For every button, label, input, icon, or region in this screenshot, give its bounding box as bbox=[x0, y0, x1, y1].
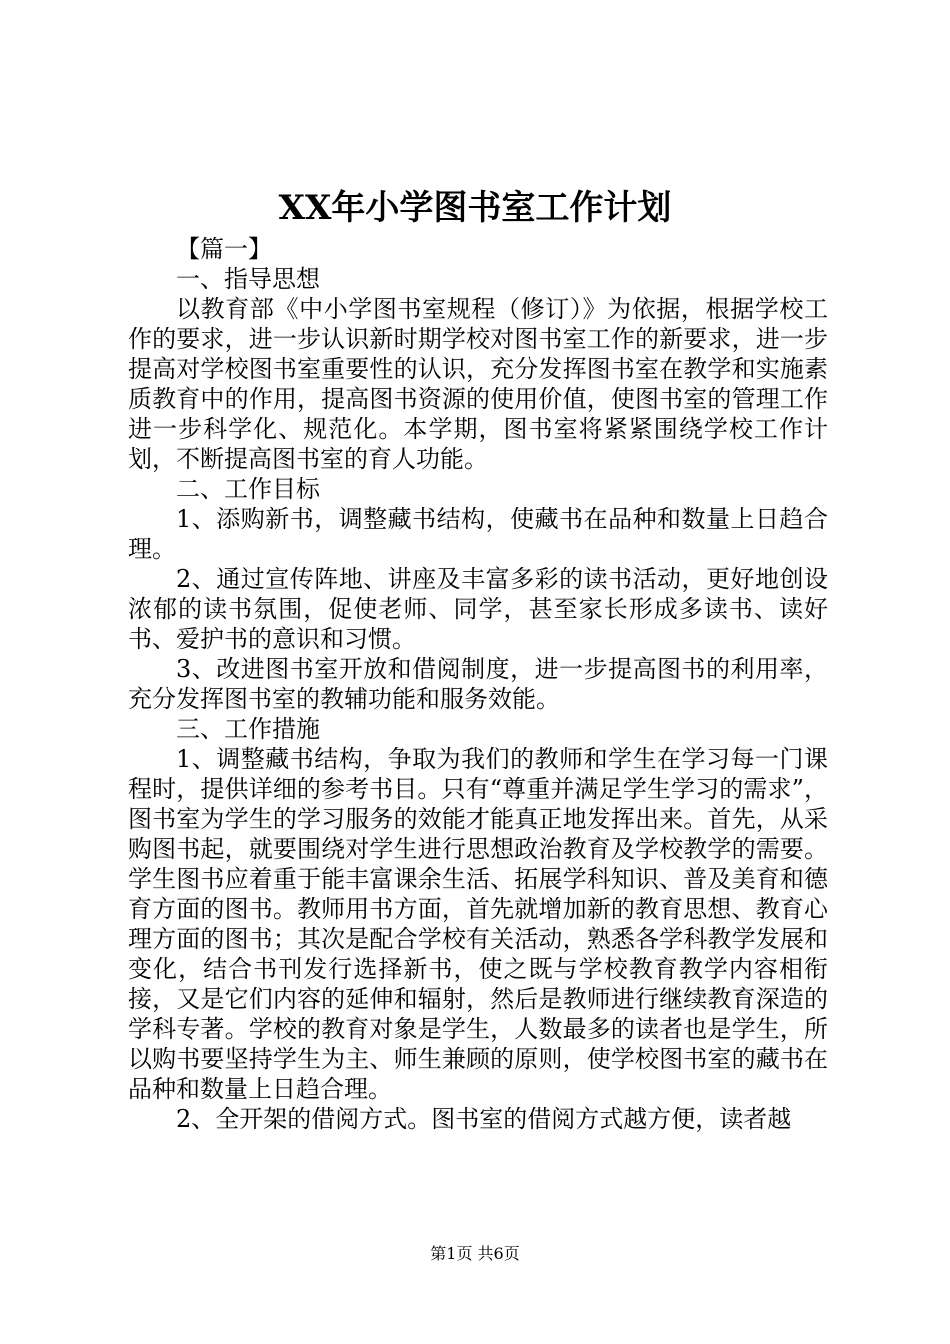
page-footer: 第1页 共6页 bbox=[430, 1244, 520, 1263]
body-paragraph: 以教育部《中小学图书室规程（修订）》为依据，根据学校工作的要求，进一步认识新时期学校对图书室工作的新要求，进一步提高对学校图书室重要性的认识，充分发挥图书室在教学和实施素质教育中的作用，提高图书资源的使用价值，使图书室的管理工作进一步科学化、规范化。本学期，图书室将紧紧围绕学校工作计划，不断提高图书室的育人功能。 bbox=[128, 295, 828, 473]
list-item: 2、全开架的借阅方式。图书室的借阅方式越方便，读者越 bbox=[176, 1105, 792, 1133]
document-body bbox=[128, 234, 828, 1134]
list-item: 1、调整藏书结构，争取为我们的教师和学生在学习每一门课程时，提供详细的参考书目。只有“尊重并满足学生学习的需求”，图书室为学生的学习服务的效能才能真正地发挥出来。首先，从采购图书起，就要围绕对学生进行思想政治教育及学校教学的需要。学生图书应着重于能丰富课余生活、拓展学科知识、普及美育和德育方面的图书。教师用书方面，首先就增加新的教育思想、教育心理方面的图书；其次是配合学校有关活动，熟悉各学科教学发展和变化，结合书刊发行选择新书，使之既与学校教育教学内容相衔接，又是它们内容的延伸和辐射，然后是教师进行继续教育深造的学科专著。学校的教育对象是学生，人数最多的读者也是学生，所以购书要坚持学生为主、师生兼顾的原则，使学校图书室的藏书在品种和数量上日趋合理。 bbox=[128, 745, 828, 1103]
list-item: 2、通过宣传阵地、讲座及丰富多彩的读书活动，更好地创设浓郁的读书氛围，促使老师、同学，甚至家长形成多读书、读好书、爱护书的意识和习惯。 bbox=[128, 565, 828, 653]
list-item: 3、改进图书室开放和借阅制度，进一步提高图书的利用率，充分发挥图书室的教辅功能和服务效能。 bbox=[128, 655, 828, 713]
section-heading: 三、工作措施 bbox=[176, 715, 320, 743]
document-title: XX年小学图书室工作计划 bbox=[278, 188, 672, 228]
section-label: 【篇一】 bbox=[176, 235, 272, 263]
section-heading: 一、指导思想 bbox=[176, 265, 320, 293]
list-item: 1、添购新书，调整藏书结构，使藏书在品种和数量上日趋合理。 bbox=[128, 505, 828, 563]
section-heading: 二、工作目标 bbox=[176, 475, 320, 503]
